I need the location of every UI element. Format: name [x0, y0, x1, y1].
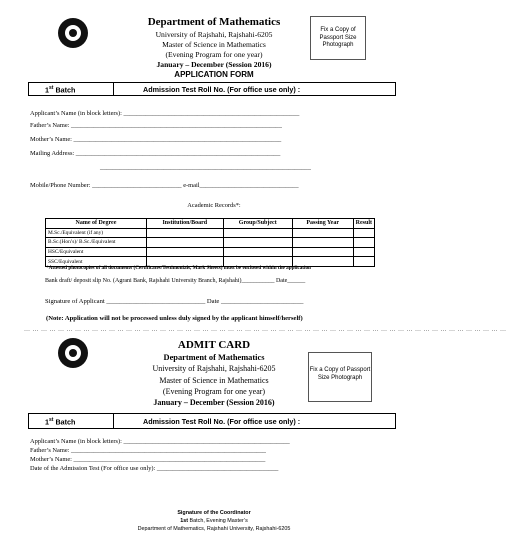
col-header: Result — [353, 219, 374, 229]
batch-label: 1st Batch — [45, 85, 76, 95]
applicant-name-field[interactable]: Applicant’s Name (in block letters): _______________________________________________________ — [30, 110, 300, 117]
mobile-email-field[interactable]: Mobile/Phone Number: ____________________________ e-mail_______________________________ — [30, 182, 299, 189]
university-line: University of Rajshahi, Rajshahi-6205 — [155, 30, 273, 39]
mother-name-field[interactable]: Mother’s Name: _________________________________________________________________ — [30, 136, 282, 143]
academic-records-table — [45, 218, 375, 267]
records-title: Academic Records*: — [187, 202, 241, 209]
program-line: Master of Science in Mathematics — [162, 40, 266, 49]
father-name-field[interactable]: Father’s Name: __________________________________________________________________ — [30, 122, 282, 129]
roll-label: Admission Test Roll No. (For office use only) : — [143, 417, 301, 426]
degree-cell: SSC/Equivalent — [46, 257, 147, 267]
evening-line: (Evening Program for one year) — [162, 387, 266, 396]
program-line: Master of Science in Mathematics — [159, 376, 269, 385]
mailing-address-field[interactable]: Mailing Address: ________________________________________________________________ — [30, 150, 281, 157]
attest-note: *Attested photocopies of all documents (Certificates/Testimonials, Mark Sheets) must be enclosed within the application — [46, 265, 311, 271]
session-line: January – December (Session 2016) — [156, 60, 272, 69]
col-header: Name of Degree — [46, 219, 147, 229]
bank-draft-field[interactable]: Bank draft/ deposit slip No. (Agrani Bank, Rajshahi University Branch, Rajshahi)___________ Date______ — [45, 278, 306, 284]
form-title: APPLICATION FORM — [174, 70, 254, 79]
university-line: University of Rajshahi, Rajshahi-6205 — [152, 364, 276, 373]
dept-title: Department of Mathematics — [163, 353, 265, 362]
roll-label: Admission Test Roll No. (For office use only) : — [143, 85, 301, 94]
father-name-field[interactable]: Father’s Name: _____________________________________________________________ — [30, 447, 266, 454]
dept-title: Department of Mathematics — [147, 16, 281, 28]
mailing-address-line2[interactable]: __________________________________________________________________ — [100, 164, 311, 171]
table-header-row — [46, 219, 375, 229]
degree-cell: M.Sc./Equivalent (if any) — [46, 228, 147, 238]
process-note: (Note: Application will not be processed unless duly signed by the applicant himself/herself) — [46, 315, 303, 322]
table-row — [46, 228, 375, 238]
col-header: Passing Year — [292, 219, 353, 229]
coordinator-batch-line: 1st Batch, Evening Master’s — [180, 518, 248, 524]
admission-test-date-field[interactable]: Date of the Admission Test (For office use only): ______________________________________ — [30, 465, 279, 472]
photo-label: Fix a Copy of Passport Size Photograph — [309, 367, 371, 381]
mother-name-field[interactable]: Mother’s Name: ____________________________________________________________ — [30, 456, 266, 463]
table-row — [46, 238, 375, 248]
col-header: Institution/Board — [146, 219, 223, 229]
photo-label: Fix a Copy of Passport Size Photograph — [319, 27, 357, 48]
batch-roll-box — [28, 82, 396, 96]
batch-roll-box — [28, 413, 396, 429]
col-header: Group/Subject — [223, 219, 292, 229]
table-row — [46, 247, 375, 257]
coordinator-signature-title: Signature of the Coordinator — [177, 510, 251, 516]
degree-cell: B.Sc.(Hon’s)/ B.Sc./Equivalent — [46, 238, 147, 248]
session-line: January – December (Session 2016) — [153, 398, 275, 407]
cut-line: … … … … … … … … … … … … … … … … … … … … … … … … … … … … … … … … … … … … … … … … … … … … … … … … … … … … … … … … … — [24, 327, 507, 333]
degree-cell: HSC/Equivalent — [46, 247, 147, 257]
applicant-name-field[interactable]: Applicant’s Name (in block letters): ____________________________________________________ — [30, 438, 290, 445]
admit-card-title: ADMIT CARD — [177, 339, 251, 351]
applicant-signature-field[interactable]: Signature of Applicant ______________________________ Date _________________________ — [45, 298, 304, 305]
coordinator-dept-line: Department of Mathematics, Rajshahi University, Rajshahi-6205 — [137, 526, 291, 532]
batch-label: 1st Batch — [45, 417, 76, 427]
evening-line: (Evening Program for one year) — [165, 50, 263, 59]
